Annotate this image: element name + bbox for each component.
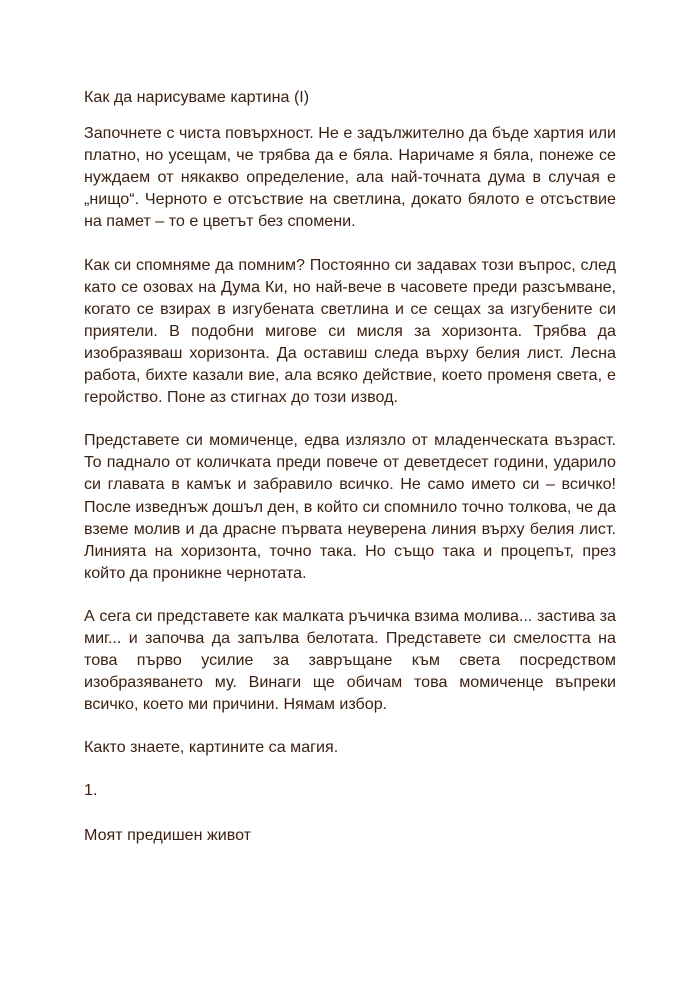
chapter-title: Моят предишен живот	[84, 825, 252, 844]
paragraph-5: Както знаете, картините са магия.	[84, 738, 339, 757]
paragraph-2: Как си спомняме да помним? Постоянно си задавах този въпрос, след като се озовах на Дума Ки, но най-вече в часовете преди разсъмване, когато се взирах в изгубената светлина и се сещах за изгубените си приятели. В подобни мигове си мисля за хоризонта. Трябва да изобразяваш хоризонта. Да оставиш следа върху белия лист. Лесна работа, бихте казали вие, ала всяко действие, което променя света, е геройство. Поне аз стигнах до този извод.	[84, 255, 616, 407]
paragraph-4: А сега си представете как малката ръчичка взима молива... застива за миг... и започва да запълва белотата. Представете си смелостта на това първо усилие за завръщане към света посредством изобразяването му. Винаги ще обичам това момиченце въпреки всичко, което ми причини. Нямам избор.	[84, 606, 616, 714]
paragraph-1: Започнете с чиста повърхност. Не е задължително да бъде хартия или платно, но усещам, че трябва да е бяла. Наричаме я бяла, понеже се нуждаем от някакво определение, ала най-точната дума в случая е „нищо“. Черното е отсъствие на светлина, докато бялото е отсъствие на памет – то е цветът без спомени.	[84, 124, 616, 231]
paragraph-3: Представете си момиченце, едва излязло от младенческата възраст. То паднало от количката преди повече от деветдесет години, ударило си главата в камък и забравило всичко. Не само името си – всичко! После изведнъж дошъл ден, в който си спомнило точно толкова, че да вземе молив и да драсне първата неуверена линия върху белия лист. Линията на хоризонта, точно така. Но също така и процепът, през който да проникне чернотата.	[84, 431, 616, 582]
document-page	[84, 86, 616, 846]
chapter-number: 1.	[84, 781, 98, 800]
section-title: Как да нарисуваме картина (I)	[84, 88, 310, 106]
